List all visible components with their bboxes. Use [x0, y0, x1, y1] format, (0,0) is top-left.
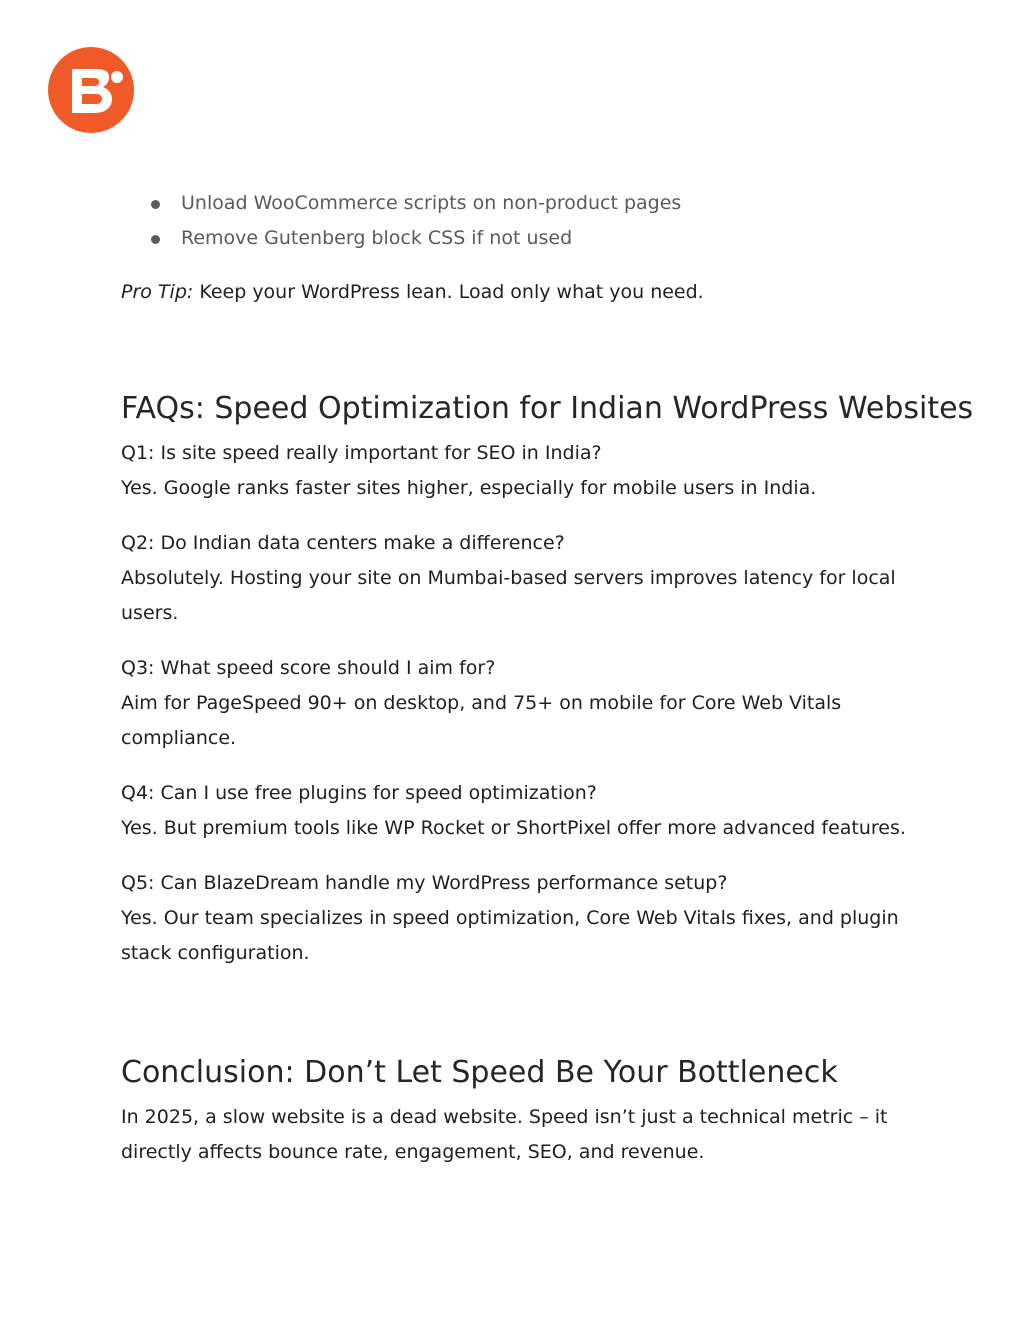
pro-tip-text: Keep your WordPress lean. Load only what you need. — [193, 281, 704, 303]
faq-heading: FAQs: Speed Optimization for Indian WordPress Websites — [121, 391, 974, 426]
blazedream-b-logo-icon — [48, 47, 134, 133]
faq-question: Q4: Can I use free plugins for speed optimization? — [121, 782, 597, 804]
faq-list — [121, 436, 951, 991]
faq-answer: Yes. But premium tools like WP Rocket or ShortPixel offer more advanced features. — [121, 817, 906, 839]
pro-tip — [121, 275, 704, 310]
brand-logo — [48, 47, 134, 133]
faq-question: Q5: Can BlazeDream handle my WordPress performance setup? — [121, 872, 728, 894]
faq-question: Q2: Do Indian data centers make a difference? — [121, 532, 565, 554]
pro-tip-label: Pro Tip: — [121, 281, 194, 303]
conclusion-heading: Conclusion: Don’t Let Speed Be Your Bottleneck — [121, 1055, 838, 1090]
list-item-text: Remove Gutenberg block CSS if not used — [181, 227, 573, 249]
faq-item — [121, 776, 951, 846]
list-item — [151, 186, 681, 221]
faq-answer: Aim for PageSpeed 90+ on desktop, and 75+ on mobile for Core Web Vitals compliance. — [121, 692, 842, 749]
bullet-list — [151, 186, 681, 256]
conclusion-text: In 2025, a slow website is a dead website. Speed isn’t just a technical metric – it directly affects bounce rate, engagement, SEO, and revenue. — [121, 1106, 888, 1163]
bullet-dot-icon — [151, 200, 160, 209]
faq-item — [121, 866, 951, 971]
list-item — [151, 221, 681, 256]
faq-item — [121, 651, 951, 756]
faq-item — [121, 436, 951, 506]
faq-answer: Yes. Google ranks faster sites higher, especially for mobile users in India. — [121, 477, 817, 499]
faq-answer: Yes. Our team specializes in speed optimization, Core Web Vitals fixes, and plugin stack configuration. — [121, 907, 899, 964]
faq-item — [121, 526, 951, 631]
faq-question: Q1: Is site speed really important for SEO in India? — [121, 442, 602, 464]
faq-question: Q3: What speed score should I aim for? — [121, 657, 496, 679]
list-item-text: Unload WooCommerce scripts on non-product pages — [181, 192, 682, 214]
faq-answer: Absolutely. Hosting your site on Mumbai-based servers improves latency for local users. — [121, 567, 896, 624]
bullet-dot-icon — [151, 235, 160, 244]
